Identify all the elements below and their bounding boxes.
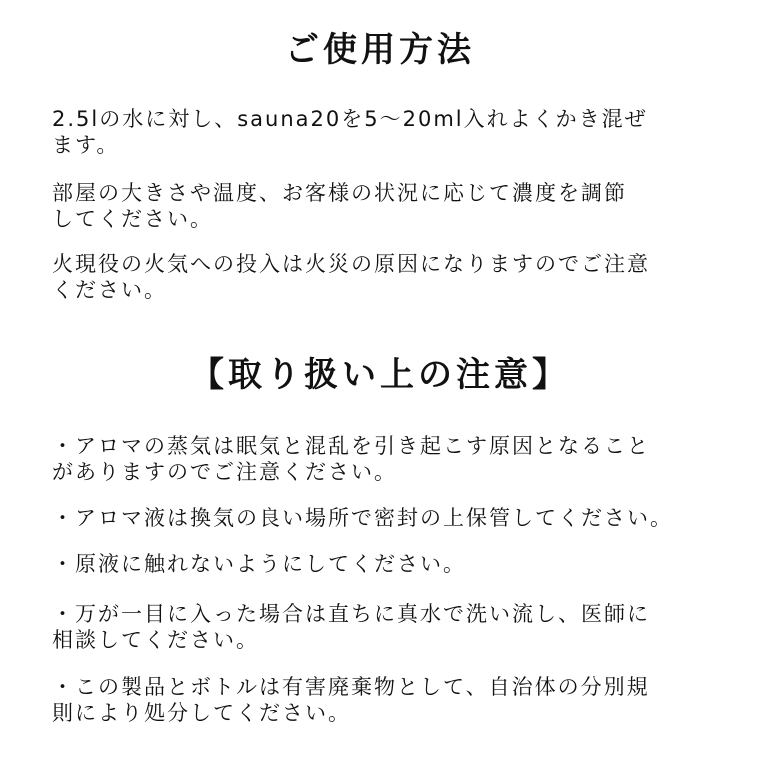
- caution-item-storage: ・アロマ液は換気の良い場所で密封の上保管してください。: [52, 506, 673, 530]
- caution-item-undiluted: ・原液に触れないようにしてください。: [52, 552, 466, 576]
- caution-title: 【取り扱い上の注意】: [190, 355, 570, 395]
- usage-paragraph-dosage: 2.5lの水に対し、sauna20を5～20ml入れよくかき混ぜ ます。: [52, 107, 648, 157]
- caution-item-disposal: ・この製品とボトルは有害廃棄物として、自治体の分別規 則により処分してください。: [52, 675, 650, 725]
- usage-title: ご使用方法: [285, 30, 475, 70]
- usage-paragraph-fire-warning: 火現役の火気への投入は火災の原因になりますのでご注意 ください。: [52, 252, 650, 302]
- caution-item-eye-contact: ・万が一目に入った場合は直ちに真水で洗い流し、医師に 相談してください。: [52, 602, 650, 652]
- caution-item-vapor: ・アロマの蒸気は眠気と混乱を引き起こす原因となること がありますのでご注意ください。: [52, 434, 650, 484]
- usage-paragraph-adjust: 部屋の大きさや温度、お客様の状況に応じて濃度を調節 してください。: [52, 181, 627, 231]
